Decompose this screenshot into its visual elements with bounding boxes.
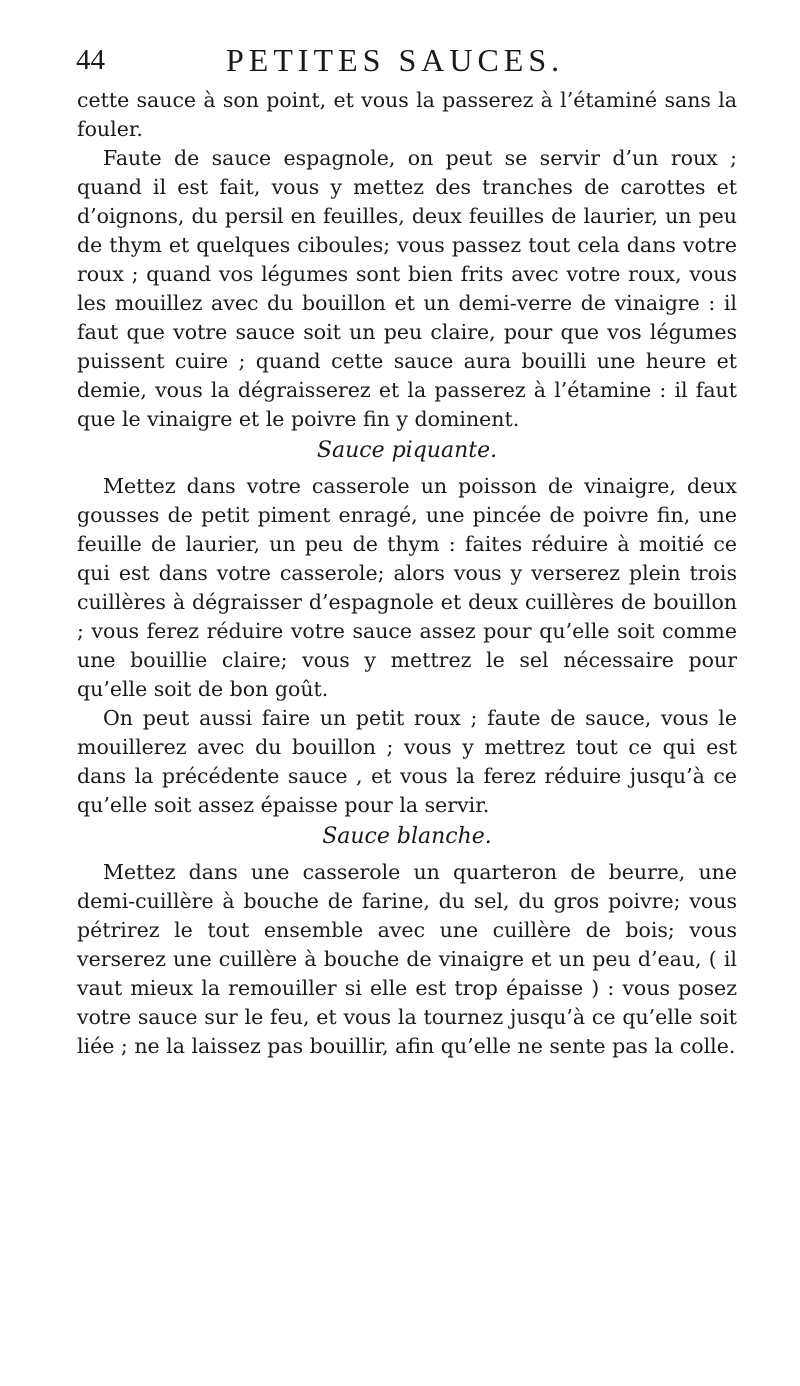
body-text (77, 86, 737, 1061)
page-number: 44 (76, 44, 105, 76)
blanche-paragraph: Mettez dans une casserole un quarteron de beurre, une demi-cuillère à bouche de farine, du sel, du gros poivre; vous pétrirez le tout ensemble avec une cuillère de bois; vous verserez une cuillère à bouche de vinaigre et un peu d’eau, ( il vaut mieux la remouiller si elle est trop épaisse ) : vous posez votre sauce sur le feu, et vous la tournez jusqu’à ce qu’elle soit liée ; ne la laissez pas bouillir, afin qu’elle ne sente pas la colle. (77, 860, 737, 1058)
running-head (76, 40, 736, 80)
running-title: PETITES SAUCES. (226, 42, 565, 78)
roux-paragraph: Faute de sauce espagnole, on peut se servir d’un roux ; quand il est fait, vous y mettez des tranches de carottes et d’oignons, du persil en feuilles, deux feuilles de laurier, un peu de thym et quelques ciboules; vous passez tout cela dans votre roux ; quand vos légumes sont bien frits avec votre roux, vous les mouillez avec du bouillon et un demi-verre de vinaigre : il faut que votre sauce soit un peu claire, pour que vos légumes puissent cuire ; quand cette sauce aura bouilli une heure et demie, vous la dégraisserez et la passerez à l’étamine : il faut que le vinaigre et le poivre fin y dominent. (77, 146, 737, 431)
petit-roux-paragraph: On peut aussi faire un petit roux ; faute de sauce, vous le mouillerez avec du bouillon ; vous y mettrez tout ce qui est dans la précédente sauce , et vous la ferez réduire jusqu’à ce qu’elle soit assez épaisse pour la servir. (77, 706, 737, 817)
heading-sauce-piquante: Sauce piquante. (316, 438, 498, 463)
continuation-paragraph: cette sauce à son point, et vous la passerez à l’étaminé sans la fouler. (77, 88, 737, 141)
piquante-paragraph: Mettez dans votre casserole un poisson de vinaigre, deux gousses de petit piment enragé, une pincée de poivre fin, une feuille de laurier, un peu de thym : faites réduire à moitié ce qui est dans votre casserole; alors vous y verserez plein trois cuillères à dégraisser d’espagnole et deux cuillères de bouillon ; vous ferez réduire votre sauce assez pour qu’elle soit comme une bouillie claire; vous y mettrez le sel nécessaire pour qu’elle soit de bon goût. (77, 474, 737, 701)
heading-sauce-blanche: Sauce blanche. (322, 824, 492, 849)
